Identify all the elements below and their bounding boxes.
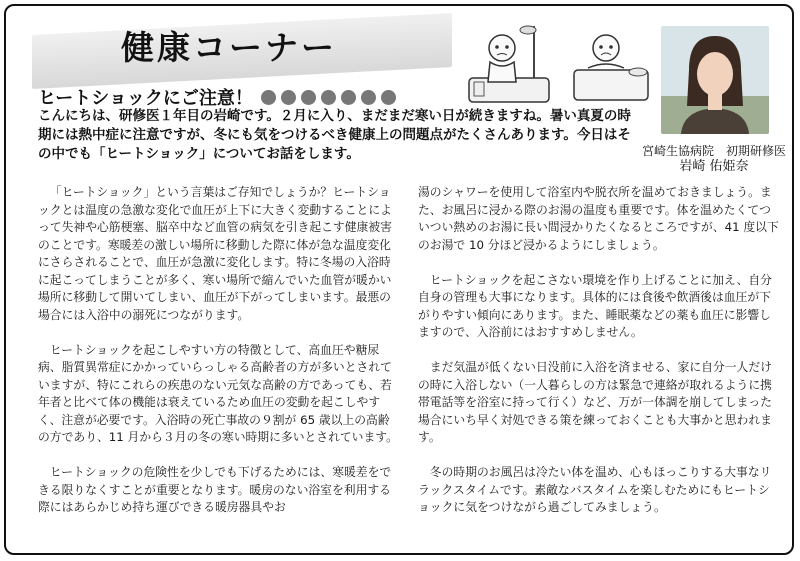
paragraph: ヒートショックの危険性を少しでも下げるためには、寒暖差をできる限りなくすことが重要となります。暖房のない浴室を利用する際にはあらかじめ持ち運びできる暖房器具やお xyxy=(38,465,392,514)
author-photo xyxy=(661,26,769,134)
paragraph: ヒートショックを起こさない環境を作り上げることに加え、自分自身の管理も大事になります。具体的には食後や飲酒後は血圧が下がりやすい傾向にあります。また、睡眠薬などの薬も血圧に影響しますので、入浴前にはおすすめしません。 xyxy=(418,272,772,339)
dot-icon xyxy=(381,90,396,105)
author-caption xyxy=(634,144,794,174)
paragraph: ヒートショックを起こしやすい方の特徴として、高血圧や糖尿病、脂質異常症にかかっていらっしゃる高齢者の方が多いとされていますが、特にこれらの疾患のない元気な高齢の方であっても、若年者と比べて体の機能は衰えているため血圧の変動を起こしやすく、注意が必要です。入浴時の死亡事故の９割が 65 歳以上の高齢の方であり、11 月から３月の冬の寒い時期に多いとされています。 xyxy=(38,342,398,444)
left-column xyxy=(38,184,398,534)
dot-icon xyxy=(361,90,376,105)
shower-man-illustration xyxy=(464,20,554,108)
intro-paragraph: こんにちは、研修医１年目の岩崎です。２月に入り、まだまだ寒い日が続きますね。暑い真夏の時期には熱中症に注意ですが、冬にも気をつけるべき健康上の問題点がたくさんあります。今日はその中でも「ヒートショック」についてお話をします。 xyxy=(38,108,631,162)
dot-icon xyxy=(341,90,356,105)
author-affiliation: 宮崎生協病院 初期研修医 xyxy=(641,144,786,158)
author-name: 岩崎 佑姫奈 xyxy=(679,159,749,174)
dot-icon xyxy=(301,90,316,105)
dot-icon xyxy=(261,90,276,105)
paragraph: 冬の時期のお風呂は冷たい体を温め、心もほっこりする大事なリラックスタイムです。素敵なバスタイムを楽しむためにもヒートショックに気をつけながら過ごしてみましょう。 xyxy=(418,465,772,514)
dot-icon xyxy=(281,90,296,105)
paragraph: 湯のシャワーを使用して浴室内や脱衣所を温めておきましょう。また、お風呂に浸かる際のお湯の温度も重要です。体を温めたくてついつい熱めのお湯に長い間浸かりたくなるところですが、41 度以下のお湯で 10 分ほど浸かるようにしましょう。 xyxy=(418,185,779,252)
paragraph: 「ヒートショック」という言葉はご存知でしょうか？ヒートショックとは温度の急激な変化で血圧が上下に大きく変動することによって失神や心筋梗塞、脳卒中など血管の病気を引き起こす健康被害のことです。寒暖差の激しい場所に移動した際に体が急な温度変化にさらされることで、血圧が急激に変化します。特に冬場の入浴時に起こってしまうことが多く、寒い場所で縮んでいた血管が暖かい場所に移動して開いてしまい、血圧が下がってしまいます。最悪の場合には入浴中の溺死につながります。 xyxy=(38,185,392,322)
right-column xyxy=(418,184,780,534)
page-title: 健康コーナー xyxy=(121,28,337,67)
heading-dots xyxy=(261,90,401,105)
paragraph: まだ気温が低くない日没前に入浴を済ませる、家に自分一人だけの時に入浴しない（一人暮らしの方は緊急で連絡が取れるように携帯電話等を浴室に持って行く）など、万が一体調を崩してしまった場合にいち早く対処できる策を練っておくことも大事かと思われます。 xyxy=(418,360,772,444)
bathing-man-illustration xyxy=(566,20,656,108)
dot-icon xyxy=(321,90,336,105)
newsletter-frame xyxy=(4,4,794,555)
heading-text: ヒートショックにご注意！ xyxy=(38,88,253,109)
